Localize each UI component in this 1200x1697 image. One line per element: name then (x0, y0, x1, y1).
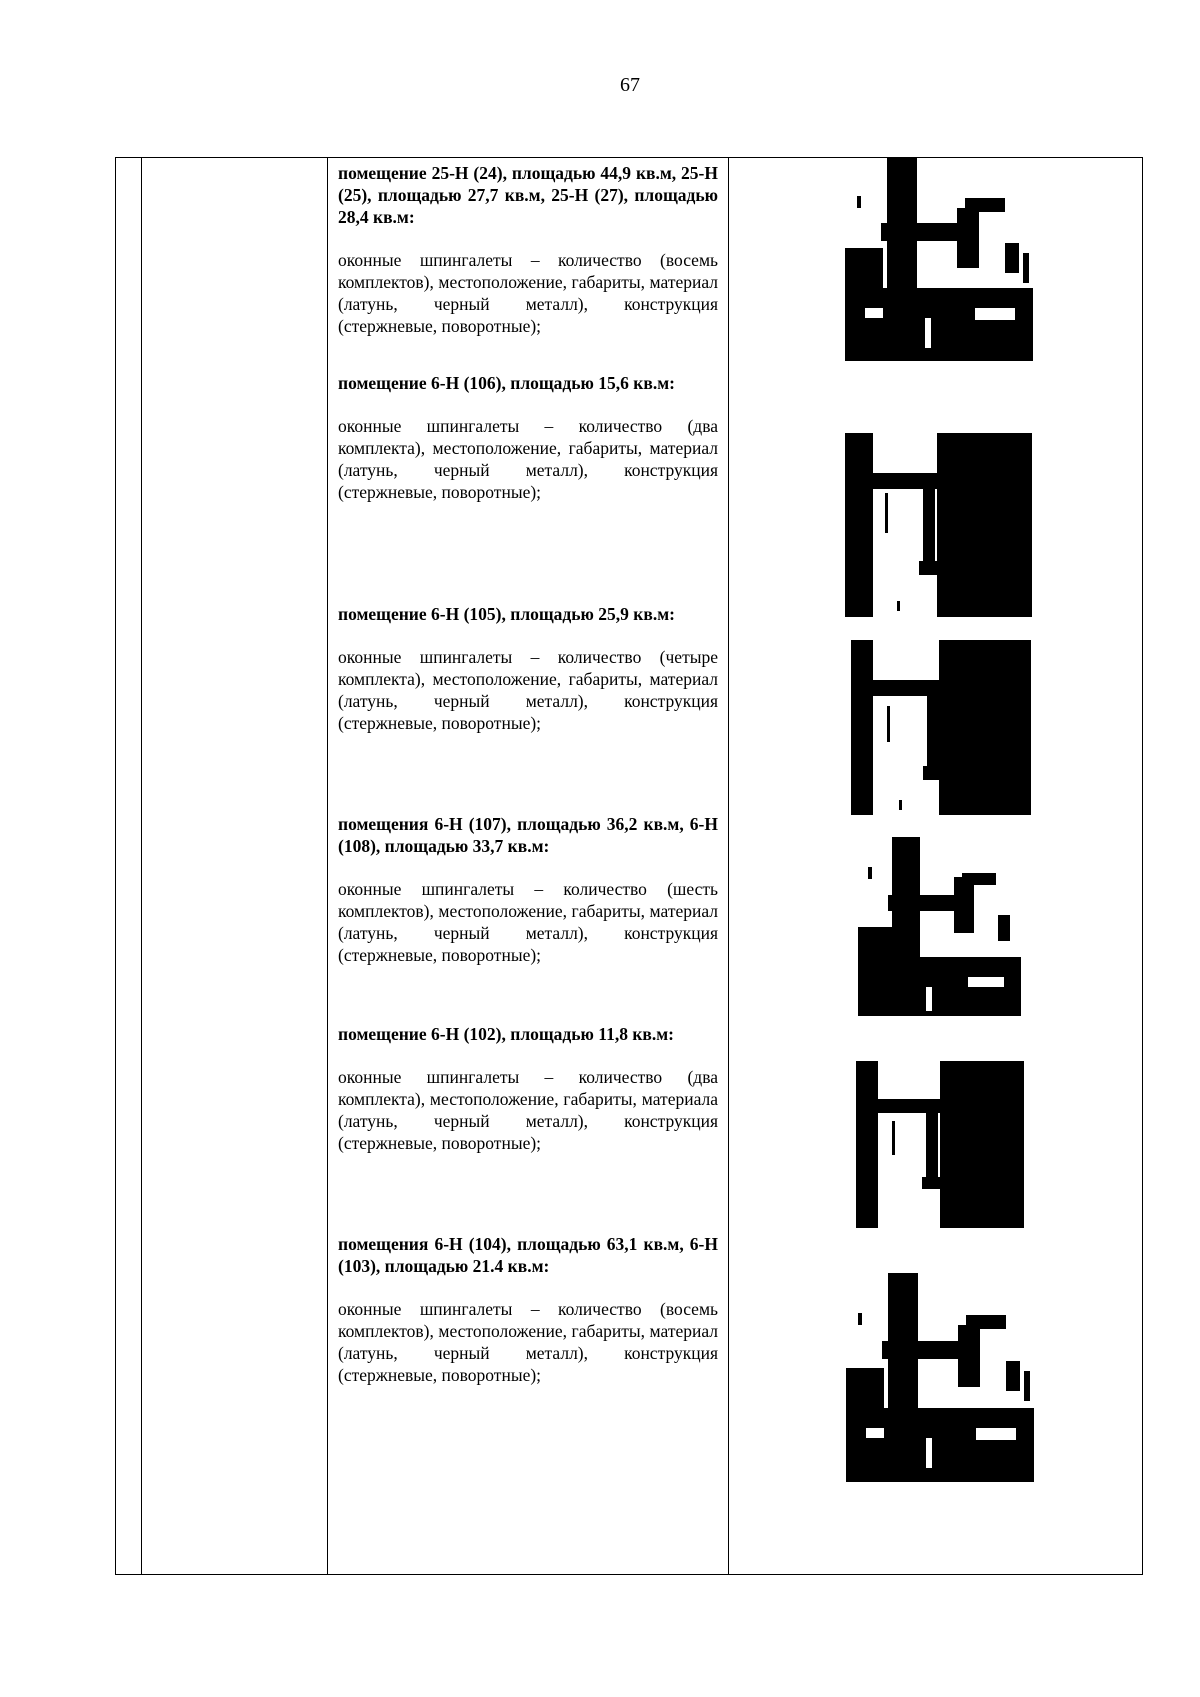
column-divider (141, 157, 142, 1575)
room-description: оконные шпингалеты – количество (восемь комплектов), местоположение, габариты, материал (латунь, черный металл), конструкция (стержневые, поворотные); (338, 1299, 718, 1385)
page-number: 67 (620, 74, 640, 96)
room-entry (338, 1233, 718, 1386)
room-description: оконные шпингалеты – количество (четыре комплекта), местоположение, габариты, материал (латунь, черный металл), конструкция (стержневые, поворотные); (338, 647, 718, 733)
window-latch-photo (851, 640, 1031, 815)
window-latch-photo (846, 1273, 1034, 1482)
room-heading: помещения 6-Н (107), площадью 36,2 кв.м, 6-Н (108), площадью 33,7 кв.м: (338, 814, 718, 856)
room-description: оконные шпингалеты – количество (два комплекта), местоположение, габариты, материала (латунь, черный металл), конструкция (стержневые, поворотные); (338, 1067, 718, 1153)
column-divider (728, 157, 729, 1575)
room-description: оконные шпингалеты – количество (шесть комплектов), местоположение, габариты, материал (латунь, черный металл), конструкция (стержневые, поворотные); (338, 879, 718, 965)
room-heading: помещение 6-Н (106), площадью 15,6 кв.м: (338, 373, 675, 393)
room-entry (338, 1023, 718, 1154)
room-description: оконные шпингалеты – количество (два комплекта), местоположение, габариты, материал (латунь, черный металл), конструкция (стержневые, поворотные); (338, 416, 718, 502)
room-heading: помещения 6-Н (104), площадью 63,1 кв.м, 6-Н (103), площадью 21.4 кв.м: (338, 1234, 718, 1276)
window-latch-photo (858, 837, 1021, 1016)
column-divider (327, 157, 328, 1575)
room-entry (338, 162, 718, 337)
room-entry (338, 603, 718, 734)
room-description: оконные шпингалеты – количество (восемь комплектов), местоположение, габариты, материал (латунь, черный металл), конструкция (стержневые, поворотные); (338, 250, 718, 336)
room-heading: помещение 6-Н (102), площадью 11,8 кв.м: (338, 1024, 674, 1044)
window-latch-photo (856, 1061, 1024, 1228)
room-heading: помещение 6-Н (105), площадью 25,9 кв.м: (338, 604, 675, 624)
room-entry (338, 813, 718, 966)
room-heading: помещение 25-Н (24), площадью 44,9 кв.м, 25-Н (25), площадью 27,7 кв.м, 25-Н (27), площадью 28,4 кв.м: (338, 163, 718, 227)
window-latch-photo (845, 433, 1032, 617)
room-entry (338, 372, 718, 503)
window-latch-photo (845, 158, 1033, 361)
